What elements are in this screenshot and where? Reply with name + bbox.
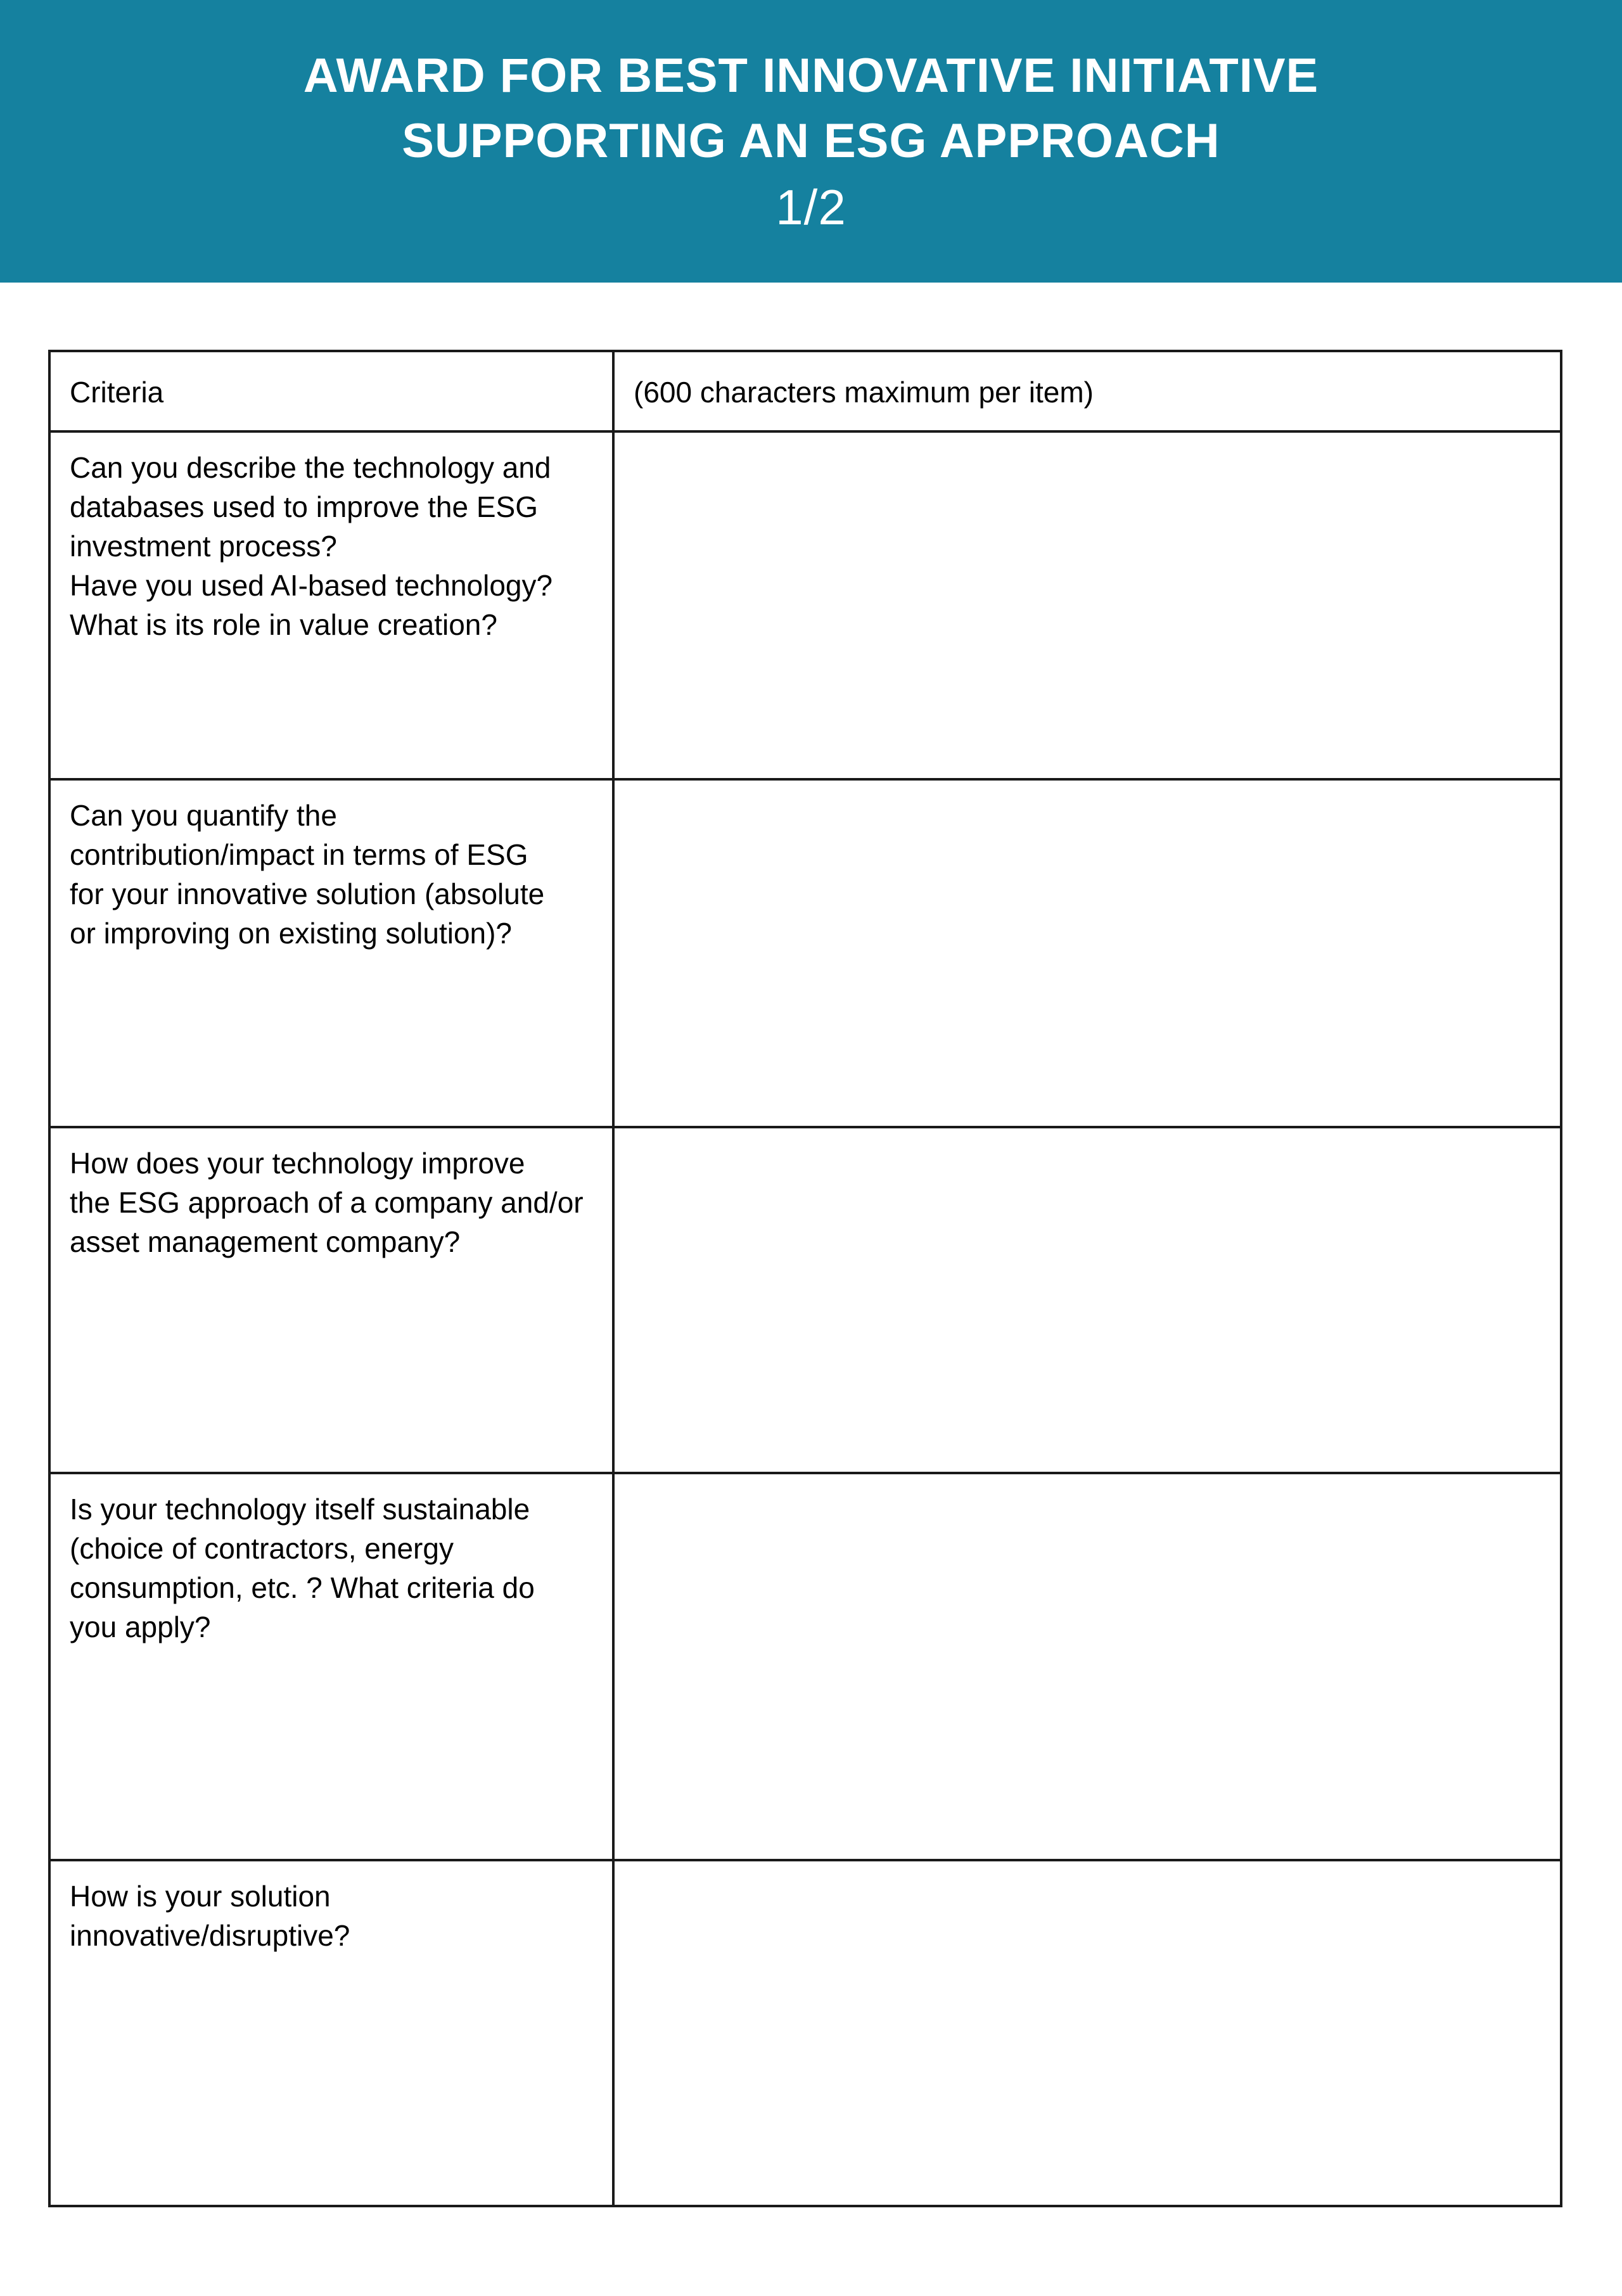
criteria-question: Can you describe the technology and databases used to improve the ESG investment process? Have you used AI-based technology? What is its role in value creation?: [70, 451, 553, 641]
table-row: [49, 1127, 1561, 1473]
criteria-column-header: Criteria: [70, 376, 164, 409]
criteria-question: How is your solution innovative/disruptive?: [70, 1880, 350, 1952]
criteria-cell: [49, 779, 613, 1127]
answer-field[interactable]: [615, 433, 1560, 778]
criteria-question: Can you quantify the contribution/impact in terms of ESG for your innovative solution (absolute or improving on existing solution)?: [70, 799, 545, 950]
table-row: [49, 431, 1561, 779]
answer-cell[interactable]: [613, 431, 1561, 779]
title-line-1: AWARD FOR BEST INNOVATIVE INITIATIVE: [303, 49, 1319, 103]
answer-field[interactable]: [615, 1474, 1560, 1859]
answer-cell[interactable]: [613, 779, 1561, 1127]
criteria-cell: [49, 1860, 613, 2206]
answer-header-cell: [613, 351, 1561, 431]
answer-cell[interactable]: [613, 1473, 1561, 1860]
table-row: [49, 1860, 1561, 2206]
answer-field[interactable]: [615, 781, 1560, 1126]
table-row: [49, 1473, 1561, 1860]
criteria-cell: [49, 1473, 613, 1860]
criteria-cell: [49, 431, 613, 779]
criteria-header-cell: [49, 351, 613, 431]
table-header-row: [49, 351, 1561, 431]
answer-column-header: (600 characters maximum per item): [634, 376, 1094, 409]
header-banner: [0, 0, 1622, 283]
answer-cell[interactable]: [613, 1127, 1561, 1473]
table-row: [49, 779, 1561, 1127]
title-line-2: SUPPORTING AN ESG APPROACH: [402, 114, 1220, 168]
answer-field[interactable]: [615, 1861, 1560, 2205]
page-indicator: 1/2: [776, 179, 846, 235]
answer-cell[interactable]: [613, 1860, 1561, 2206]
criteria-question: Is your technology itself sustainable (choice of contractors, energy consumption, etc. ? What criteria do you apply?: [70, 1493, 535, 1643]
criteria-table: [48, 350, 1562, 2207]
criteria-cell: [49, 1127, 613, 1473]
criteria-question: How does your technology improve the ESG approach of a company and/or asset management company?: [70, 1147, 584, 1258]
answer-field[interactable]: [615, 1128, 1560, 1472]
